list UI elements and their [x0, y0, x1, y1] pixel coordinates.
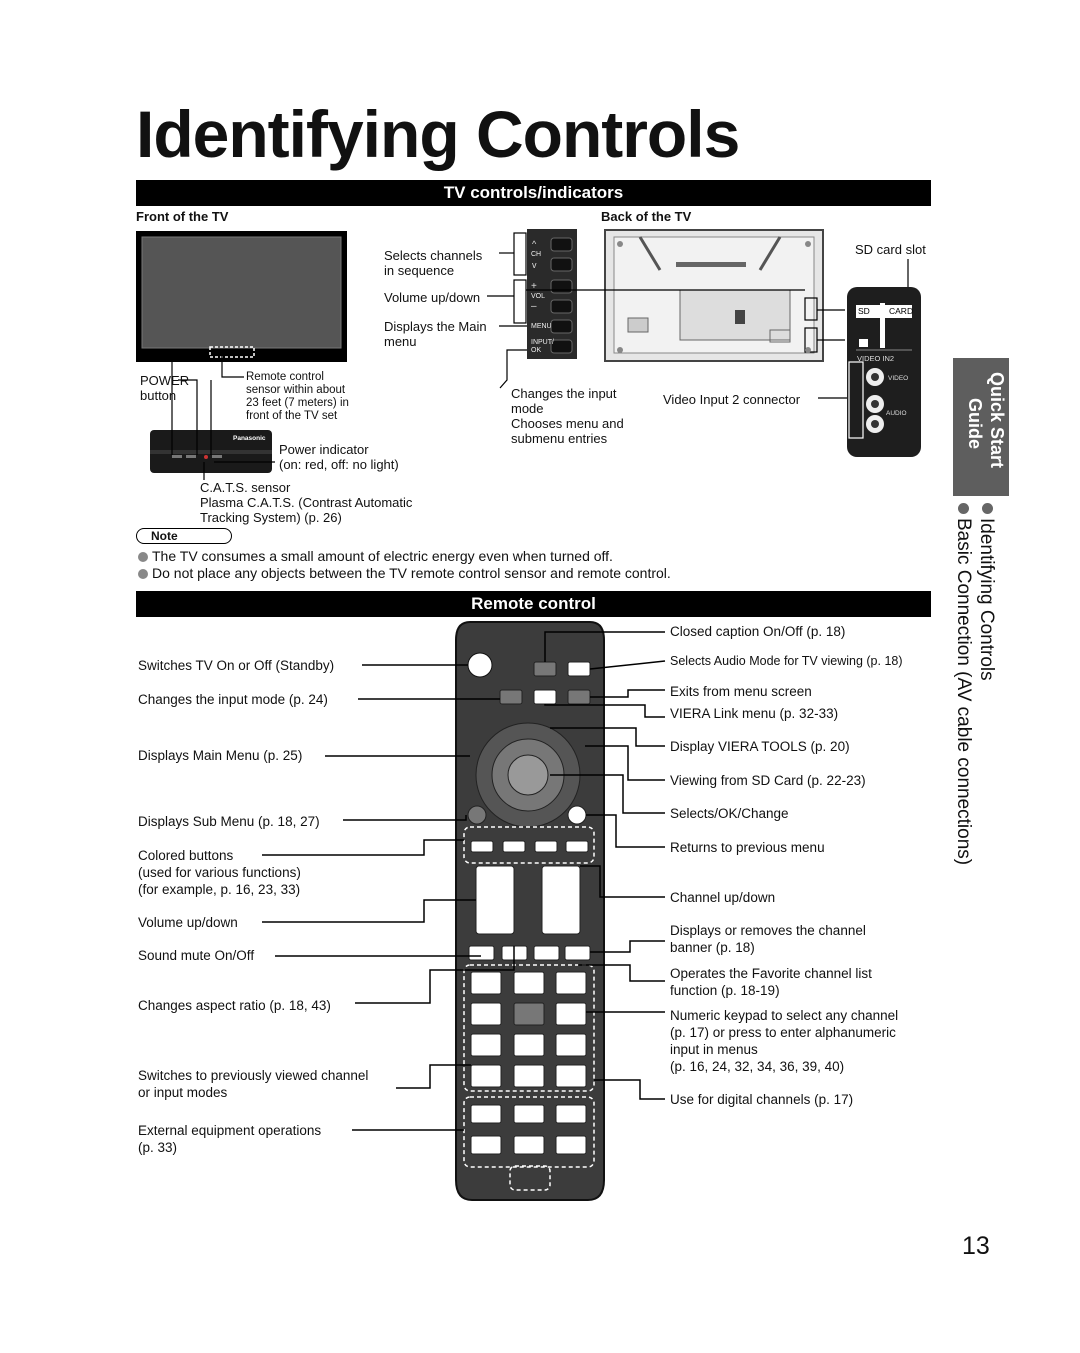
front-of-tv-heading: Front of the TV	[136, 209, 229, 224]
remote-label-audio-mode: Selects Audio Mode for TV viewing (p. 18)	[670, 654, 903, 668]
sd-label: SD	[858, 306, 870, 316]
vol-button-label: VOL	[531, 293, 546, 300]
power-indicator-label: Power indicator (on: red, off: no light)	[279, 442, 399, 472]
remote-control-illustration	[456, 622, 604, 1200]
side-item-basic-connection: Basic Connection (AV cable connections)	[953, 518, 974, 866]
remote-label-exit: Exits from menu screen	[670, 684, 812, 699]
svg-text:–: –	[531, 301, 537, 312]
menu-button-label: MENU	[531, 323, 552, 330]
remote-sensor-label: Remote control sensor within about 23 feet (7 meters) in front of the TV set	[246, 371, 349, 422]
note-bullet-2	[138, 569, 148, 579]
note-item-2: Do not place any objects between the TV remote control sensor and remote control.	[152, 565, 671, 581]
page-number: 13	[962, 1232, 990, 1260]
remote-label-sub-menu: Displays Sub Menu (p. 18, 27)	[138, 814, 320, 829]
remote-label-volume: Volume up/down	[138, 915, 238, 930]
back-of-tv-heading: Back of the TV	[601, 209, 692, 224]
remote-label-viera-link: VIERA Link menu (p. 32-33)	[670, 706, 839, 721]
remote-label-power: Switches TV On or Off (Standby)	[138, 658, 335, 673]
brand-logo-text: Panasonic	[233, 435, 266, 442]
remote-label-favorite: Operates the Favorite channel list function (p. 18-19)	[670, 966, 872, 998]
ch-button-label: CH	[531, 251, 542, 258]
side-bullet-2	[958, 503, 969, 514]
front-tv-illustration	[136, 231, 347, 362]
back-tv-illustration	[605, 230, 823, 361]
tab-quick-start: Quick Start	[987, 372, 1007, 469]
video-label: VIDEO	[888, 375, 909, 382]
sd-card-slot-label: SD card slot	[855, 242, 926, 257]
main-menu-label: Displays the Main menu	[384, 319, 487, 349]
card-label: CARD	[889, 306, 914, 316]
note-item-1: The TV consumes a small amount of electric energy even when turned off.	[152, 548, 613, 564]
side-item-identifying-controls: Identifying Controls	[976, 518, 997, 681]
remote-label-cc: Closed caption On/Off (p. 18)	[670, 624, 846, 639]
svg-text:^: ^	[532, 239, 537, 249]
remote-label-banner: Displays or removes the channel banner (p. 18)	[670, 923, 866, 955]
svg-text:+: +	[531, 281, 537, 292]
remote-label-return: Returns to previous menu	[670, 840, 825, 855]
remote-label-last-view: Switches to previously viewed channel or input modes	[138, 1068, 369, 1100]
remote-label-keypad: Numeric keypad to select any channel (p. 17) or press to enter alphanumeric input in menus (p. 16, 24, 32, 34, 36, 39, 40)	[670, 1008, 899, 1074]
video-input2-label: Video Input 2 connector	[663, 392, 801, 407]
tab-guide: Guide	[965, 398, 985, 450]
remote-label-input: Changes the input mode (p. 24)	[138, 692, 328, 707]
remote-label-digital: Use for digital channels (p. 17)	[670, 1092, 854, 1107]
note-bullet-1	[138, 552, 148, 562]
tv-controls-section-bar: TV controls/indicators	[136, 180, 931, 206]
video-in2-label: VIDEO IN2	[857, 354, 895, 363]
cats-sensor-label: C.A.T.S. sensor Plasma C.A.T.S. (Contrast Automatic Tracking System) (p. 26)	[200, 480, 413, 525]
audio-label: AUDIO	[886, 410, 907, 417]
remote-label-viera-tools: Display VIERA TOOLS (p. 20)	[670, 739, 850, 754]
input-mode-label: Changes the input mode Chooses menu and submenu entries	[511, 386, 624, 446]
connector-panel-illustration	[847, 287, 921, 457]
remote-label-sd-card: Viewing from SD Card (p. 22-23)	[670, 773, 866, 788]
svg-text:v: v	[532, 260, 537, 270]
power-button-label: POWER button	[140, 373, 190, 403]
remote-label-colored-buttons: Colored buttons (used for various functions) (for example, p. 16, 23, 33)	[138, 848, 301, 897]
side-panel-leaders	[487, 253, 527, 388]
remote-label-aspect: Changes aspect ratio (p. 18, 43)	[138, 998, 331, 1013]
remote-label-channel: Channel up/down	[670, 890, 776, 905]
selects-channels-label: Selects channels in sequence	[384, 248, 483, 278]
side-bullet-1	[982, 503, 993, 514]
input-ok-button-label: INPUT/ OK	[531, 339, 554, 354]
remote-label-mute: Sound mute On/Off	[138, 948, 255, 963]
remote-control-section-bar: Remote control	[136, 591, 931, 617]
note-label: Note	[136, 528, 232, 544]
remote-label-main-menu: Displays Main Menu (p. 25)	[138, 748, 303, 763]
volume-label: Volume up/down	[384, 290, 481, 305]
page-title: Identifying Controls	[136, 97, 740, 171]
remote-label-ok: Selects/OK/Change	[670, 806, 789, 821]
remote-label-external: External equipment operations (p. 33)	[138, 1123, 322, 1155]
